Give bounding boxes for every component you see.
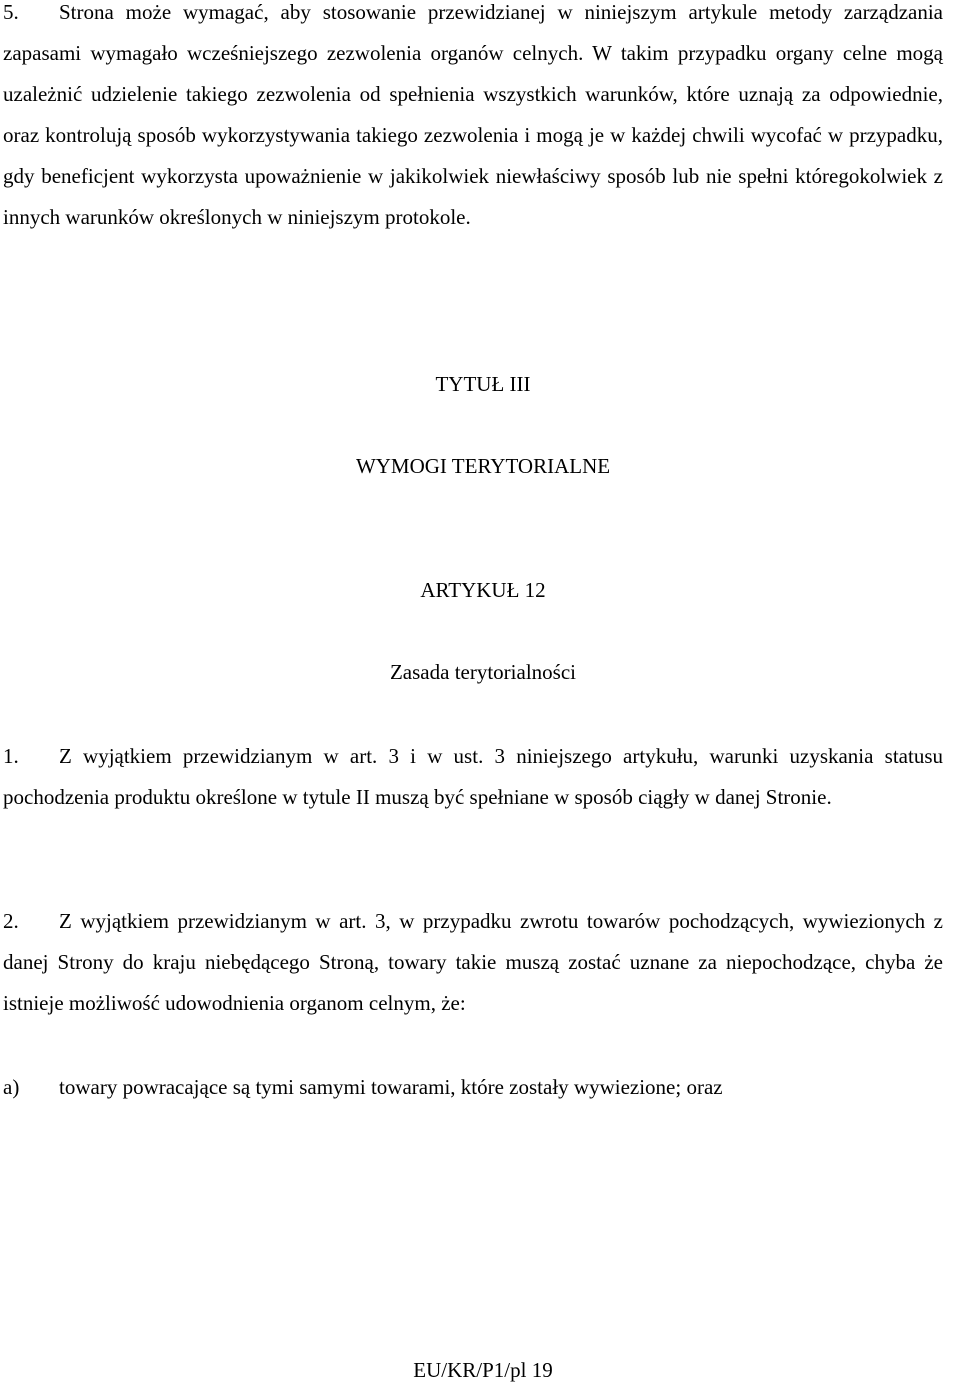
title-heading: TYTUŁ III — [435, 372, 531, 396]
paragraph-number: a) — [3, 1075, 20, 1099]
page-footer-reference: EU/KR/P1/pl 19 — [413, 1358, 553, 1382]
paragraph-number: 2. — [3, 909, 19, 933]
paragraph-text: Z wyjątkiem przewidzianym w art. 3 i w ust. 3 niniejszego artykułu, warunki uzyskania statusu pochodzenia produktu określone w tytule II muszą być spełniane w sposób ciągły w danej Stronie. — [3, 744, 943, 809]
paragraph-text: Strona może wymagać, aby stosowanie przewidzianej w niniejszym artykule metody zarządzania zapasami wymagało wcześniejszego zezwolenia organów celnych. W takim przypadku organy celne mogą uzależnić udzielenie takiego zezwolenia od spełnienia wszystkich warunków, które uznają za odpowiednie, oraz kontrolują sposób wykorzystywania takiego zezwolenia i mogą je w każdej chwili wycofać w przypadku, gdy beneficjent wykorzysta upoważnienie w jakikolwiek niewłaściwy sposób lub nie spełni któregokolwiek z innych warunków określonych w niniejszym protokole. — [3, 0, 943, 229]
paragraph-5 — [3, 0, 943, 238]
paragraph-text: towary powracające są tymi samymi towarami, które zostały wywiezione; oraz — [59, 1075, 723, 1099]
paragraph-text: Z wyjątkiem przewidzianym w art. 3, w przypadku zwrotu towarów pochodzących, wywiezionych z danej Strony do kraju niebędącego Stroną, towary takie muszą zostać uznane za niepochodzące, chyba że istnieje możliwość udowodnienia organom celnym, że: — [3, 909, 943, 1015]
title-name-heading: WYMOGI TERYTORIALNE — [355, 454, 611, 478]
paragraph-a — [3, 1067, 943, 1108]
paragraph-number: 1. — [3, 744, 19, 768]
article-name-heading: Zasada terytorialności — [389, 660, 576, 684]
paragraph-1 — [3, 736, 943, 818]
paragraph-2 — [3, 901, 943, 1024]
article-heading: ARTYKUŁ 12 — [420, 578, 546, 602]
paragraph-number: 5. — [3, 0, 19, 24]
